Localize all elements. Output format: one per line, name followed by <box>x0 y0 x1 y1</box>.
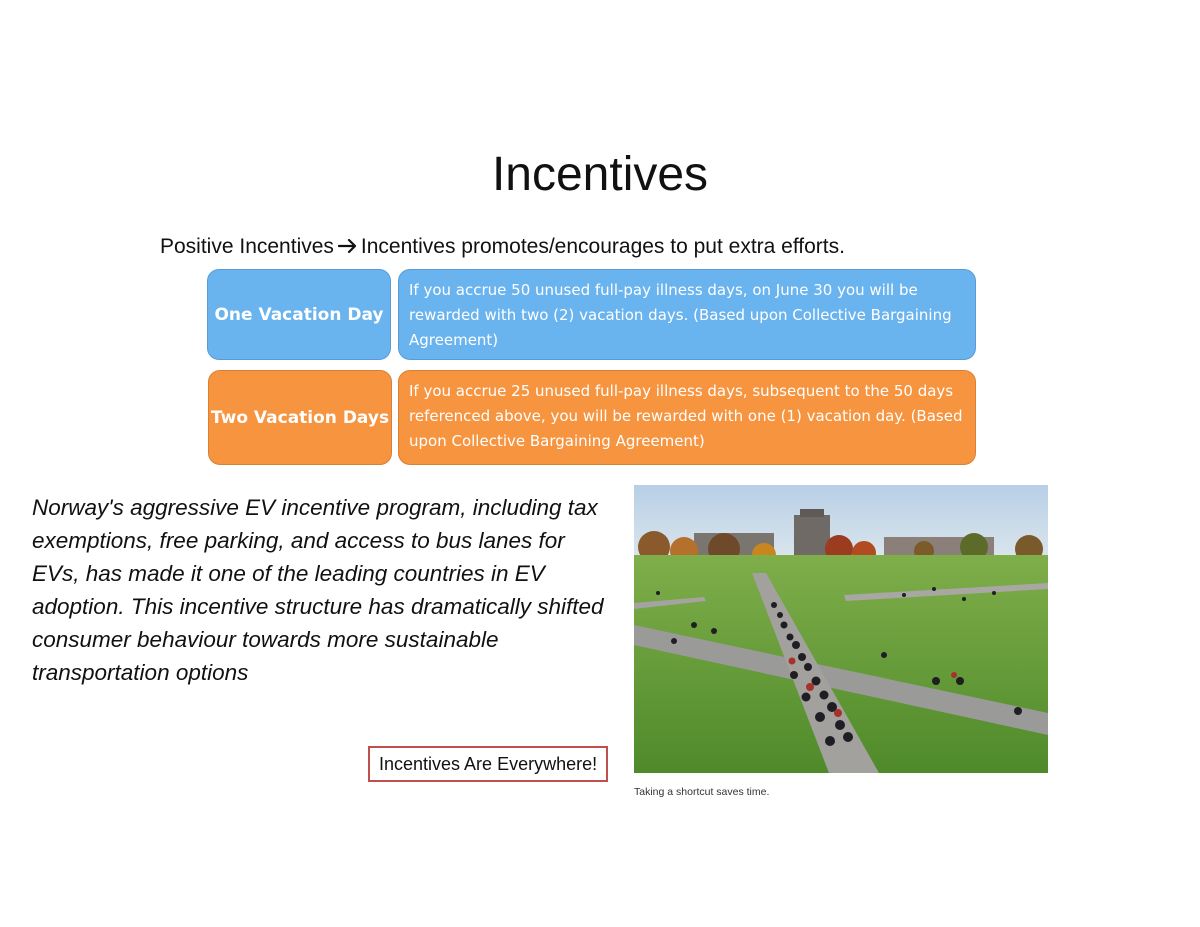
one-vacation-day-description-box <box>398 269 976 360</box>
norway-ev-paragraph: Norway's aggressive EV incentive program, including tax exemptions, free parking, and access to bus lanes for EVs, has made it one of the leading countries in EV adoption. This incentive structure has dramatically shifted consumer behaviour towards more sustainable transportation options <box>32 495 604 685</box>
row-description: If you accrue 25 unused full-pay illness days, subsequent to the 50 days referenced above, you will be rewarded with one (1) vacation day. (Based upon Collective Bargaining Agreement) <box>409 382 963 450</box>
two-vacation-days-description-box <box>398 370 976 465</box>
row-label: Two Vacation Days <box>210 407 390 428</box>
row-label: One Vacation Day <box>214 304 384 325</box>
campus-shortcut-photo <box>634 485 1048 773</box>
right-arrow-icon <box>338 232 358 262</box>
two-vacation-days-label-box <box>208 370 392 465</box>
subtitle-prefix: Positive Incentives <box>160 235 334 258</box>
row-description: If you accrue 50 unused full-pay illness days, on June 30 you will be rewarded with two (2) vacation days. (Based upon Collective Bargaining Agreement) <box>409 281 952 349</box>
slide-subtitle <box>160 232 1060 262</box>
photo-caption: Taking a shortcut saves time. <box>634 786 770 798</box>
incentives-everywhere-tag: Incentives Are Everywhere! <box>368 746 608 782</box>
one-vacation-day-label-box <box>207 269 391 360</box>
slide-title: Incentives <box>491 148 709 201</box>
subtitle-rest: Incentives promotes/encourages to put extra efforts. <box>360 235 845 258</box>
